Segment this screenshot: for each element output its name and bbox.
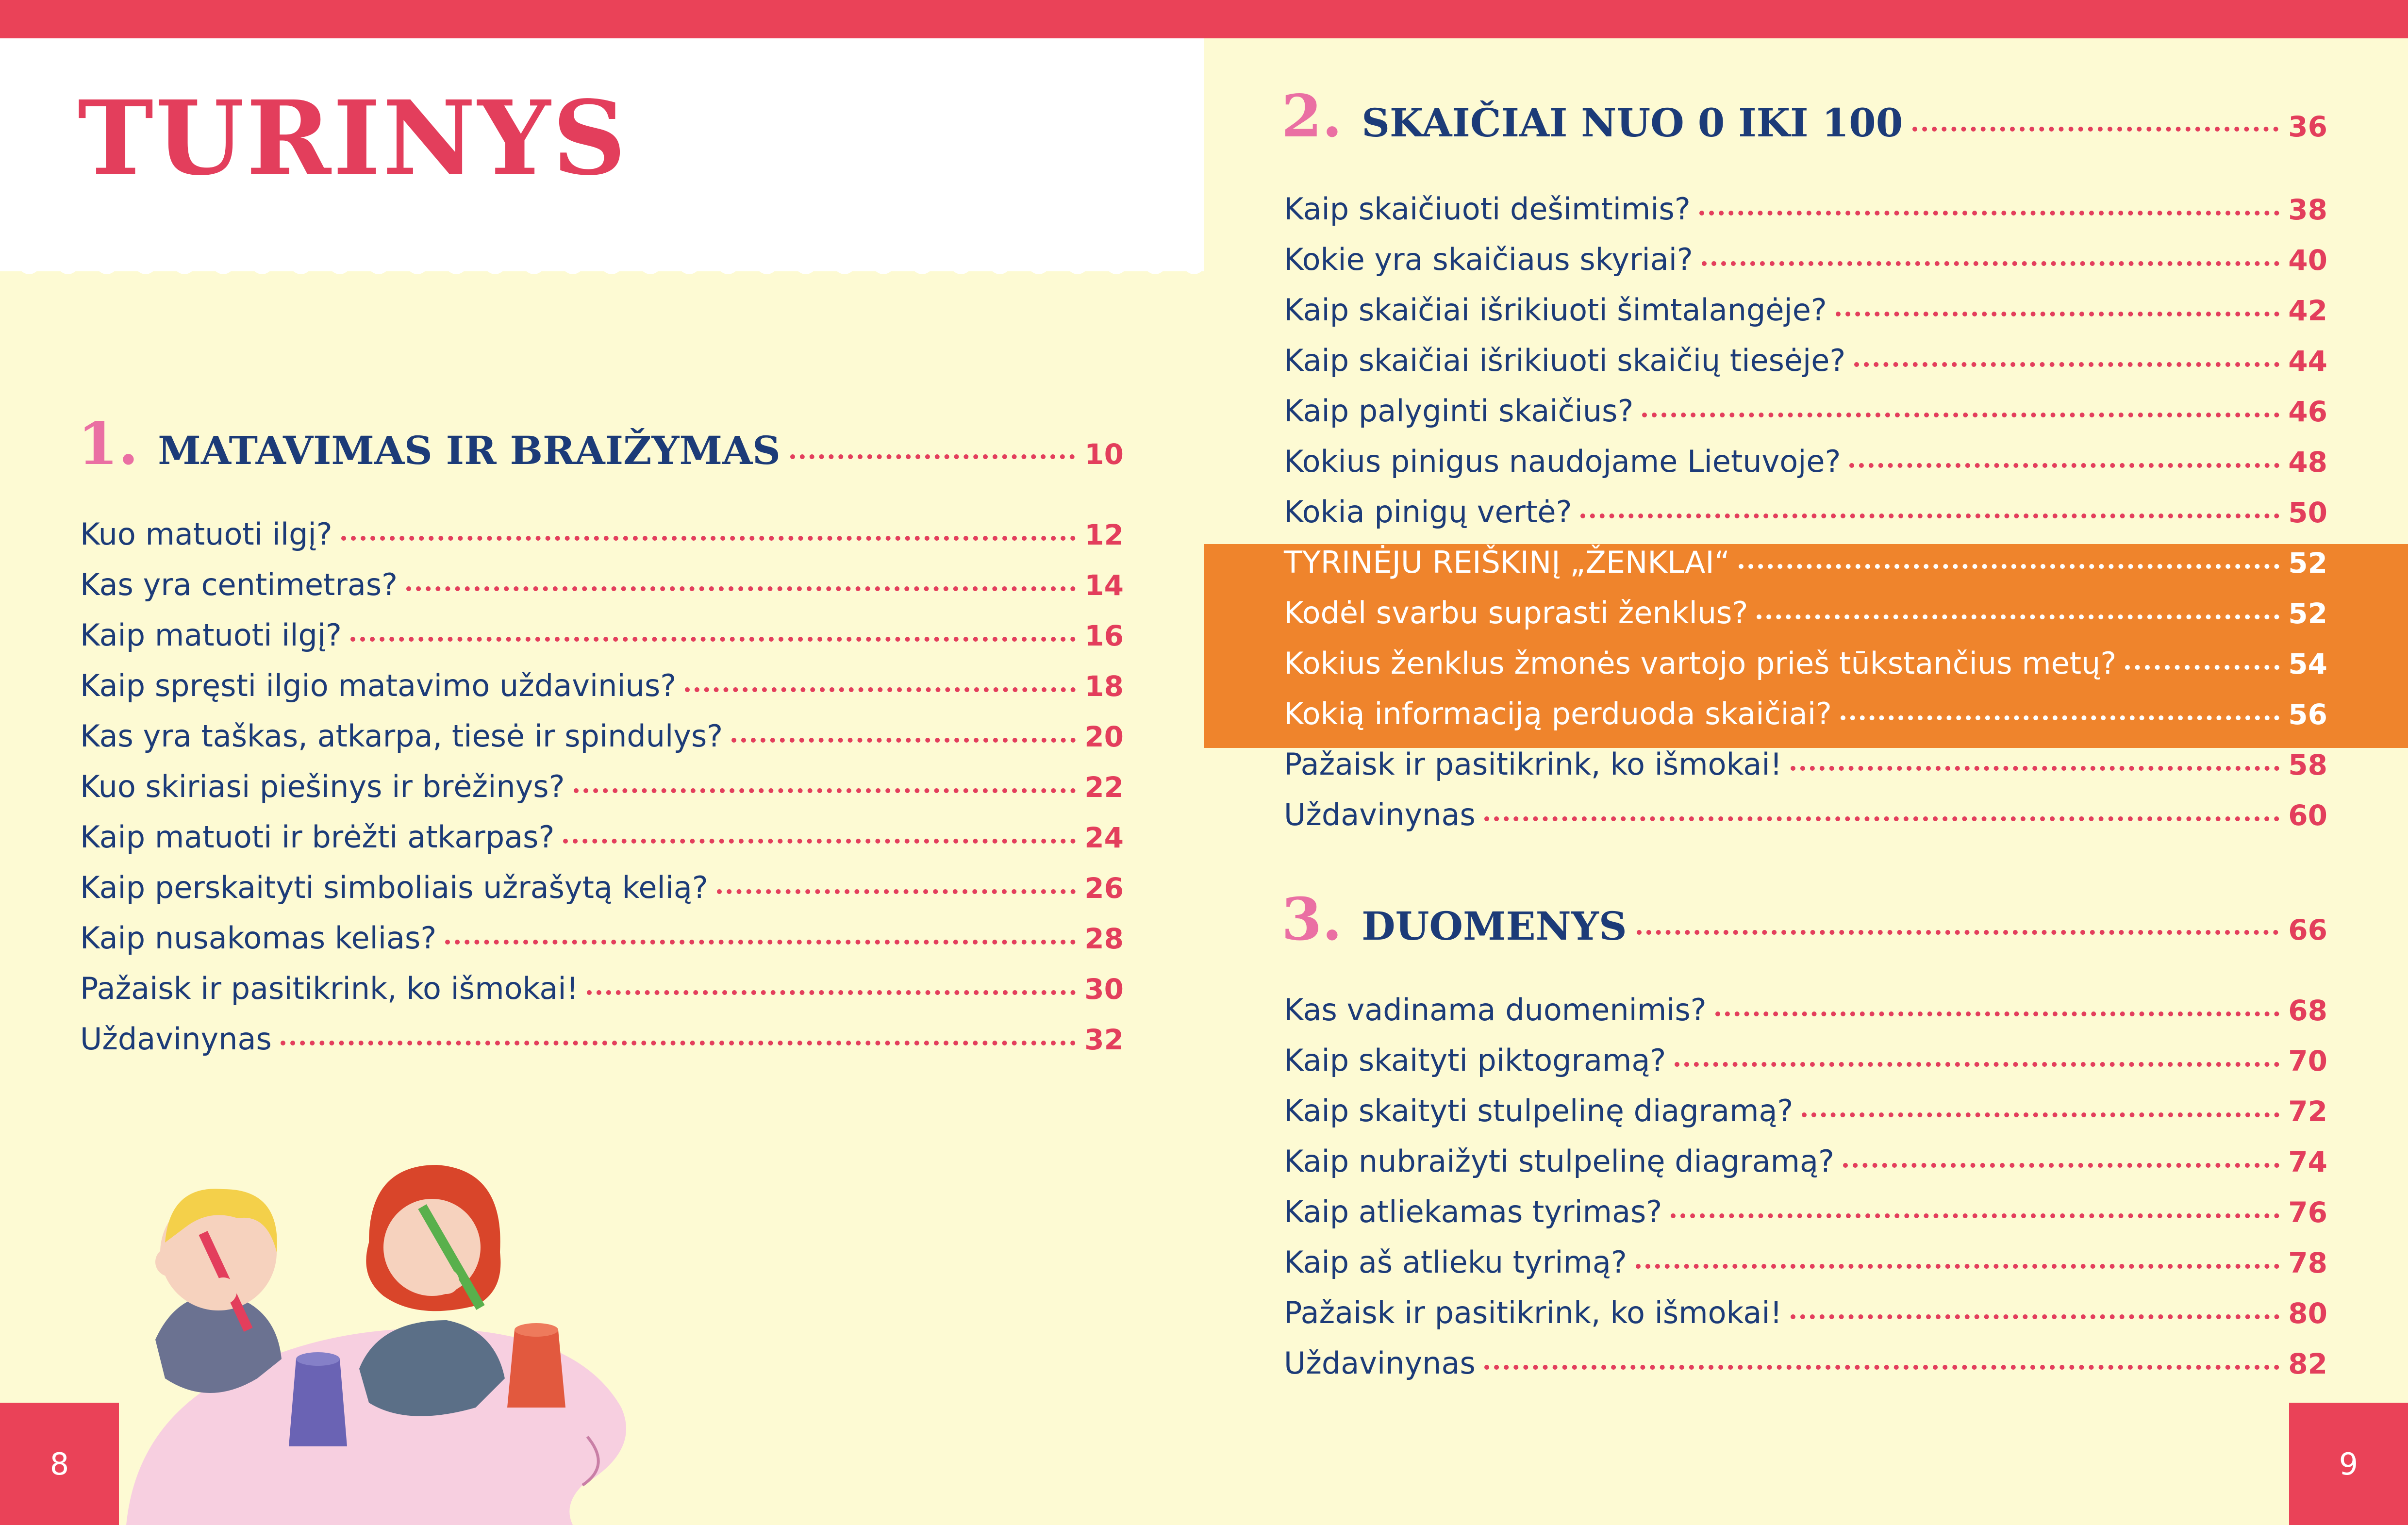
- toc-entry[interactable]: [1284, 242, 2327, 295]
- toc-entry[interactable]: [1284, 595, 2327, 648]
- toc-entry-title: Kokią informaciją perduoda skaičiai?: [1284, 696, 1832, 731]
- toc-entry[interactable]: [1284, 1244, 2327, 1298]
- toc-entry[interactable]: [1284, 191, 2327, 245]
- toc-entry-title: Kaip skaityti piktogramą?: [1284, 1043, 1666, 1078]
- section-title: MATAVIMAS IR BRAIŽYMAS: [158, 428, 781, 473]
- page-number-left: 8: [0, 1403, 119, 1525]
- toc-entry-title: Kaip atliekamas tyrimas?: [1284, 1194, 1662, 1229]
- leader-dots: [717, 889, 1076, 894]
- toc-entry-title: Kuo skiriasi piešinys ir brėžinys?: [80, 769, 565, 804]
- toc-entry-title: Uždavinynas: [1284, 797, 1476, 832]
- section-1-heading[interactable]: [78, 410, 1124, 488]
- leader-dots: [281, 1041, 1076, 1045]
- leader-dots: [1849, 463, 2279, 468]
- page-number-right: 9: [2289, 1403, 2408, 1525]
- leader-dots: [1675, 1062, 2279, 1067]
- leader-dots: [1854, 362, 2279, 367]
- toc-entry[interactable]: [80, 819, 1124, 873]
- leader-dots: [1912, 127, 2278, 132]
- leader-dots: [1671, 1213, 2279, 1218]
- toc-entry[interactable]: [1284, 1295, 2327, 1348]
- toc-entry-page-number: 40: [2288, 244, 2327, 277]
- toc-entry-title: Pažaisk ir pasitikrink, ko išmokai!: [80, 971, 579, 1006]
- toc-entry-page-number: 14: [1084, 569, 1124, 602]
- section-title: SKAIČIAI NUO 0 IKI 100: [1362, 100, 1903, 146]
- toc-entry[interactable]: [80, 920, 1124, 974]
- toc-entry-page-number: 30: [1084, 973, 1124, 1006]
- toc-entry-page-number: 60: [2288, 799, 2327, 832]
- toc-entry-title: Kaip matuoti ilgį?: [80, 617, 342, 653]
- section-2-heading[interactable]: [1281, 82, 2327, 160]
- leader-dots: [1636, 1264, 2280, 1269]
- toc-entry-page-number: 22: [1084, 771, 1124, 804]
- leader-dots: [587, 990, 1076, 995]
- leader-dots: [1484, 816, 2280, 821]
- children-illustration: [97, 1068, 680, 1525]
- toc-entry[interactable]: [1284, 696, 2327, 749]
- toc-entry[interactable]: [1284, 1045, 2327, 1096]
- toc-entry-title: Kodėl svarbu suprasti ženklus?: [1284, 595, 1748, 630]
- page-title: TURINYS: [78, 78, 628, 198]
- toc-entry[interactable]: [1284, 1194, 2327, 1247]
- toc-entry[interactable]: [1284, 393, 2327, 447]
- toc-entry[interactable]: [1284, 292, 2327, 346]
- toc-entry-page-number: 50: [2288, 496, 2327, 529]
- leader-dots: [1699, 211, 2280, 215]
- toc-entry-page-number: 52: [2288, 547, 2327, 580]
- toc-entry-title: Uždavinynas: [1284, 1345, 1476, 1381]
- toc-entry[interactable]: [80, 567, 1124, 620]
- toc-entry-page-number: 46: [2288, 395, 2327, 428]
- scalloped-edge: [0, 260, 1204, 279]
- toc-entry[interactable]: [1284, 648, 2327, 699]
- toc-entry-title: Kaip matuoti ir brėžti atkarpas?: [80, 819, 555, 855]
- toc-entry-page-number: 68: [2288, 994, 2327, 1027]
- section-1-list: [80, 516, 1124, 1075]
- toc-entry-title: Kuo matuoti ilgį?: [80, 516, 332, 552]
- leader-dots: [341, 536, 1076, 541]
- toc-entry-page-number: 28: [1084, 922, 1124, 955]
- toc-entry-page-number: 78: [2288, 1246, 2327, 1279]
- leader-dots: [2125, 665, 2279, 670]
- leader-dots: [1702, 261, 2279, 266]
- leader-dots: [1715, 1011, 2280, 1016]
- toc-entry-title: Kaip nusakomas kelias?: [80, 920, 437, 956]
- toc-entry-page-number: 54: [2288, 647, 2327, 680]
- leader-dots: [1802, 1112, 2279, 1117]
- toc-entry-page-number: 44: [2288, 345, 2327, 378]
- toc-entry[interactable]: [1284, 343, 2327, 396]
- leader-dots: [1637, 930, 2279, 935]
- toc-entry[interactable]: [1284, 547, 2327, 598]
- toc-entry-title: Kas vadinama duomenimis?: [1284, 992, 1707, 1028]
- section-title: DUOMENYS: [1362, 903, 1627, 949]
- leader-dots: [574, 788, 1076, 793]
- toc-entry-page-number: 52: [2288, 597, 2327, 630]
- toc-entry-title: Uždavinynas: [80, 1021, 272, 1057]
- toc-entry-page-number: 80: [2288, 1297, 2327, 1330]
- toc-entry-title: Kaip perskaityti simboliais užrašytą kelią?: [80, 870, 708, 905]
- toc-entry-title: Kokius pinigus naudojame Lietuvoje?: [1284, 444, 1841, 479]
- toc-entry[interactable]: [80, 971, 1124, 1024]
- toc-entry-title: Pažaisk ir pasitikrink, ko išmokai!: [1284, 1295, 1782, 1330]
- toc-entry[interactable]: [80, 718, 1124, 772]
- toc-entry-page-number: 18: [1084, 670, 1124, 703]
- section-number: 2.: [1281, 82, 1343, 150]
- leader-dots: [350, 637, 1076, 642]
- toc-entry-page-number: 24: [1084, 821, 1124, 854]
- section-page-number: 36: [2288, 110, 2327, 143]
- toc-entry-page-number: 38: [2288, 193, 2327, 226]
- leader-dots: [1843, 1163, 2279, 1168]
- toc-entry[interactable]: [80, 516, 1124, 570]
- toc-entry-title: Kaip skaičiai išrikiuoti skaičių tiesėje?: [1284, 343, 1846, 378]
- toc-entry-page-number: 74: [2288, 1145, 2327, 1178]
- section-3-heading[interactable]: [1281, 885, 2327, 963]
- leader-dots: [790, 454, 1075, 459]
- leader-dots: [1836, 312, 2279, 316]
- section-page-number: 66: [2288, 913, 2327, 946]
- leader-dots: [685, 687, 1076, 692]
- leader-dots: [1739, 564, 2279, 569]
- toc-entry-page-number: 20: [1084, 720, 1124, 753]
- toc-entry-title: Pažaisk ir pasitikrink, ko išmokai!: [1284, 746, 1782, 782]
- toc-entry-title: Kaip palyginti skaičius?: [1284, 393, 1634, 429]
- leader-dots: [1757, 614, 2279, 619]
- toc-entry[interactable]: [80, 769, 1124, 822]
- leader-dots: [1791, 1314, 2279, 1319]
- toc-entry-title: Kokius ženklus žmonės vartojo prieš tūkstančius metų?: [1284, 646, 2117, 681]
- toc-entry[interactable]: [80, 870, 1124, 923]
- toc-entry-page-number: 72: [2288, 1095, 2327, 1128]
- toc-entry[interactable]: [1284, 444, 2327, 497]
- toc-entry[interactable]: [1284, 494, 2327, 547]
- toc-entry-page-number: 16: [1084, 619, 1124, 652]
- toc-entry-page-number: 56: [2288, 698, 2327, 731]
- section-page-number: 10: [1084, 438, 1124, 471]
- toc-entry-title: TYRINĖJU REIŠKINĮ „ŽENKLAI“: [1284, 545, 1730, 580]
- toc-entry-page-number: 12: [1084, 518, 1124, 551]
- leader-dots: [1580, 514, 2279, 518]
- toc-entry[interactable]: [80, 668, 1124, 721]
- toc-entry-title: Kas yra taškas, atkarpa, tiesė ir spindulys?: [80, 718, 723, 754]
- toc-entry-page-number: 82: [2288, 1347, 2327, 1380]
- leader-dots: [445, 940, 1076, 945]
- toc-entry-title: Kokia pinigų vertė?: [1284, 494, 1572, 530]
- leader-dots: [406, 586, 1076, 591]
- leader-dots: [1484, 1365, 2280, 1370]
- toc-entry-title: Kaip skaičiai išrikiuoti šimtalangėje?: [1284, 292, 1827, 328]
- toc-entry[interactable]: [1284, 992, 2327, 1045]
- leader-dots: [1841, 715, 2279, 720]
- toc-entry-title: Kaip aš atlieku tyrimą?: [1284, 1244, 1627, 1280]
- section-number: 1.: [78, 410, 139, 478]
- toc-entry-page-number: 48: [2288, 446, 2327, 479]
- toc-entry-page-number: 32: [1084, 1023, 1124, 1056]
- leader-dots: [1642, 413, 2279, 417]
- toc-entry-title: Kaip skaityti stulpelinę diagramą?: [1284, 1093, 1794, 1128]
- toc-entry-title: Kaip spręsti ilgio matavimo uždavinius?: [80, 668, 677, 703]
- section-number: 3.: [1281, 885, 1343, 954]
- toc-entry[interactable]: [1284, 1146, 2327, 1197]
- toc-entry-title: Kaip nubraižyti stulpelinę diagramą?: [1284, 1144, 1834, 1179]
- leader-dots: [1791, 766, 2279, 771]
- toc-entry-title: Kas yra centimetras?: [80, 567, 398, 602]
- top-color-bar: [0, 0, 2408, 38]
- toc-entry[interactable]: [1284, 1345, 2327, 1399]
- toc-entry[interactable]: [80, 617, 1124, 671]
- toc-entry-page-number: 76: [2288, 1196, 2327, 1229]
- leader-dots: [563, 839, 1076, 844]
- leader-dots: [731, 738, 1076, 743]
- toc-entry[interactable]: [80, 1021, 1124, 1075]
- toc-entry[interactable]: [1284, 797, 2327, 850]
- toc-entry-page-number: 70: [2288, 1044, 2327, 1077]
- toc-entry[interactable]: [1284, 1093, 2327, 1146]
- toc-entry[interactable]: [1284, 746, 2327, 800]
- section-2-list: [1284, 191, 2327, 850]
- section-3-list: [1284, 992, 2327, 1399]
- toc-entry-title: Kokie yra skaičiaus skyriai?: [1284, 242, 1693, 277]
- toc-entry-page-number: 58: [2288, 748, 2327, 781]
- toc-entry-title: Kaip skaičiuoti dešimtimis?: [1284, 191, 1691, 227]
- toc-entry-page-number: 26: [1084, 872, 1124, 905]
- toc-entry-page-number: 42: [2288, 294, 2327, 327]
